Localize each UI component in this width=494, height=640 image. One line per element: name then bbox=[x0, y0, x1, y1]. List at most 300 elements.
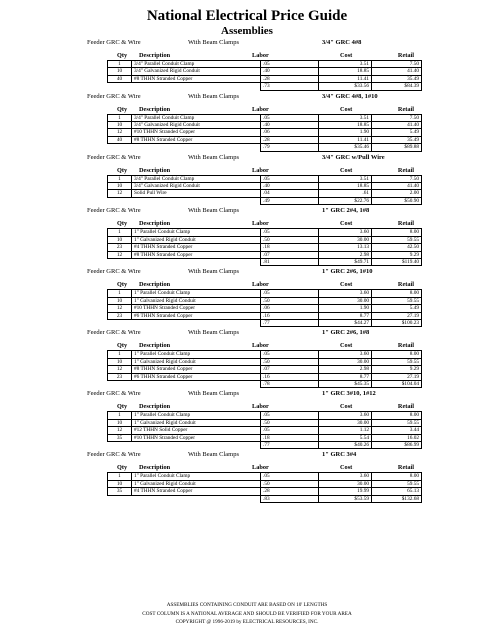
column-header-description: Description bbox=[139, 166, 171, 174]
section-category: Feeder GRC & Wire bbox=[87, 268, 141, 276]
item-qty: 12 bbox=[108, 305, 132, 312]
item-description: 3/4" Parallel Conduit Clamp bbox=[132, 61, 261, 68]
column-header-cost: Cost bbox=[340, 403, 353, 411]
table-row bbox=[108, 434, 422, 441]
item-qty: 23 bbox=[108, 373, 132, 380]
item-qty: 40 bbox=[108, 75, 132, 82]
item-description: 1" Galvanized Rigid Conduit bbox=[132, 419, 261, 426]
column-header-retail: Retail bbox=[397, 403, 414, 411]
column-header-description: Description bbox=[139, 403, 171, 411]
column-header-retail: Retail bbox=[397, 105, 414, 113]
item-qty: 1 bbox=[108, 175, 132, 182]
item-qty: 10 bbox=[108, 183, 132, 190]
item-cost: 2.98 bbox=[319, 251, 372, 258]
assembly-section bbox=[0, 92, 494, 153]
item-retail: 59.55 bbox=[372, 480, 422, 487]
section-category: Feeder GRC & Wire bbox=[87, 207, 141, 215]
table-row bbox=[108, 351, 422, 358]
item-labor: .05 bbox=[261, 114, 319, 121]
column-header-cost: Cost bbox=[340, 166, 353, 174]
total-blank bbox=[108, 442, 132, 449]
table-row bbox=[108, 236, 422, 243]
total-blank bbox=[132, 144, 261, 151]
section-mounting: With Beam Clamps bbox=[188, 451, 240, 459]
item-cost: 8.77 bbox=[319, 373, 372, 380]
column-headers bbox=[0, 51, 494, 60]
item-qty: 1 bbox=[108, 229, 132, 236]
item-retail: 27.19 bbox=[372, 373, 422, 380]
table-row bbox=[108, 229, 422, 236]
column-header-labor: Labor bbox=[252, 52, 269, 59]
item-description: Solid Pull Wire bbox=[132, 190, 261, 197]
item-cost: .61 bbox=[319, 190, 372, 197]
item-labor: .16 bbox=[261, 373, 319, 380]
total-retail: $86.99 bbox=[372, 442, 422, 449]
section-category: Feeder GRC & Wire bbox=[87, 153, 141, 161]
total-row bbox=[108, 83, 422, 90]
total-cost: $45.35 bbox=[319, 380, 372, 387]
column-header-qty: Qty bbox=[117, 342, 128, 350]
total-blank bbox=[132, 495, 261, 502]
item-description: 1" Galvanized Rigid Conduit bbox=[132, 480, 261, 487]
item-labor: .05 bbox=[261, 351, 319, 358]
item-description: #6 THHN Stranded Copper bbox=[132, 312, 261, 319]
column-header-description: Description bbox=[139, 464, 171, 472]
column-header-labor: Labor bbox=[252, 105, 269, 113]
total-labor: .77 bbox=[261, 442, 319, 449]
section-header bbox=[0, 267, 494, 277]
total-cost: $49.71 bbox=[319, 258, 372, 265]
assembly-section bbox=[0, 389, 494, 450]
total-cost: $44.27 bbox=[319, 319, 372, 326]
assembly-section bbox=[0, 328, 494, 389]
item-qty: 1 bbox=[108, 412, 132, 419]
item-qty: 1 bbox=[108, 61, 132, 68]
item-cost: 18.85 bbox=[319, 122, 372, 129]
item-retail: 59.55 bbox=[372, 297, 422, 304]
total-row bbox=[108, 380, 422, 387]
item-cost: 8.77 bbox=[319, 312, 372, 319]
item-description: #10 THHN Stranded Copper bbox=[132, 434, 261, 441]
page-title: National Electrical Price Guide bbox=[146, 8, 348, 24]
item-qty: 1 bbox=[108, 351, 132, 358]
table-row bbox=[108, 358, 422, 365]
column-headers bbox=[0, 280, 494, 289]
table-row bbox=[108, 122, 422, 129]
item-qty: 1 bbox=[108, 114, 132, 121]
item-cost: 30.00 bbox=[319, 297, 372, 304]
total-row bbox=[108, 258, 422, 265]
item-qty: 23 bbox=[108, 244, 132, 251]
table-row bbox=[108, 175, 422, 182]
column-header-cost: Cost bbox=[340, 52, 353, 59]
table-row bbox=[108, 488, 422, 495]
item-retail: 59.55 bbox=[372, 419, 422, 426]
item-description: #10 THHN Stranded Copper bbox=[132, 305, 261, 312]
total-labor: .73 bbox=[261, 83, 319, 90]
table-row bbox=[108, 61, 422, 68]
item-labor: .05 bbox=[261, 61, 319, 68]
total-cost: $33.56 bbox=[319, 83, 372, 90]
item-description: 3/4" Galvanized Rigid Conduit bbox=[132, 122, 261, 129]
item-cost: 2.98 bbox=[319, 366, 372, 373]
table-row bbox=[108, 419, 422, 426]
items-table bbox=[107, 60, 422, 91]
column-header-qty: Qty bbox=[117, 220, 128, 228]
item-labor: .05 bbox=[261, 175, 319, 182]
item-qty: 10 bbox=[108, 419, 132, 426]
item-qty: 35 bbox=[108, 434, 132, 441]
item-labor: .05 bbox=[261, 290, 319, 297]
item-retail: 65.13 bbox=[372, 488, 422, 495]
item-qty: 10 bbox=[108, 122, 132, 129]
item-labor: .28 bbox=[261, 488, 319, 495]
total-blank bbox=[132, 258, 261, 265]
item-qty: 40 bbox=[108, 136, 132, 143]
table-row bbox=[108, 114, 422, 121]
item-retail: 5.49 bbox=[372, 305, 422, 312]
section-header bbox=[0, 328, 494, 338]
assembly-section bbox=[0, 153, 494, 207]
item-labor: .28 bbox=[261, 75, 319, 82]
assemblies-list bbox=[0, 38, 494, 504]
item-qty: 12 bbox=[108, 366, 132, 373]
items-table bbox=[107, 350, 422, 388]
assembly-section bbox=[0, 450, 494, 504]
section-header bbox=[0, 450, 494, 460]
column-header-cost: Cost bbox=[340, 220, 353, 228]
item-description: 1" Galvanized Rigid Conduit bbox=[132, 358, 261, 365]
column-header-qty: Qty bbox=[117, 105, 128, 113]
item-labor: .40 bbox=[261, 122, 319, 129]
table-row bbox=[108, 75, 422, 82]
column-header-qty: Qty bbox=[117, 52, 128, 59]
item-labor: .50 bbox=[261, 480, 319, 487]
item-retail: 59.55 bbox=[372, 358, 422, 365]
assembly-section bbox=[0, 267, 494, 328]
section-assembly-name: 1" GRC 2#6, 1#10 bbox=[322, 268, 373, 276]
item-description: 3/4" Parallel Conduit Clamp bbox=[132, 114, 261, 121]
item-labor: .04 bbox=[261, 190, 319, 197]
table-row bbox=[108, 297, 422, 304]
item-cost: 3.51 bbox=[319, 114, 372, 121]
total-labor: .78 bbox=[261, 380, 319, 387]
section-assembly-name: 3/4" GRC 4#8 bbox=[322, 39, 362, 46]
column-header-description: Description bbox=[139, 342, 171, 350]
column-headers bbox=[0, 219, 494, 228]
item-retail: 7.50 bbox=[372, 175, 422, 182]
section-category: Feeder GRC & Wire bbox=[87, 92, 141, 100]
item-retail: 9.29 bbox=[372, 366, 422, 373]
column-header-qty: Qty bbox=[117, 464, 128, 472]
section-assembly-name: 3/4" GRC w/Pull Wire bbox=[322, 153, 385, 161]
total-row bbox=[108, 197, 422, 204]
column-header-labor: Labor bbox=[252, 464, 269, 472]
section-mounting: With Beam Clamps bbox=[188, 207, 240, 215]
item-labor: .28 bbox=[261, 136, 319, 143]
column-headers bbox=[0, 463, 494, 472]
table-row bbox=[108, 251, 422, 258]
item-labor: .50 bbox=[261, 236, 319, 243]
items-table bbox=[107, 411, 422, 449]
column-header-description: Description bbox=[139, 281, 171, 289]
item-labor: .50 bbox=[261, 358, 319, 365]
item-labor: .05 bbox=[261, 427, 319, 434]
item-labor: .16 bbox=[261, 312, 319, 319]
column-header-retail: Retail bbox=[397, 342, 414, 350]
item-cost: 30.00 bbox=[319, 480, 372, 487]
item-cost: 30.00 bbox=[319, 236, 372, 243]
column-header-retail: Retail bbox=[397, 281, 414, 289]
item-description: 3/4" Parallel Conduit Clamp bbox=[132, 175, 261, 182]
item-cost: 18.85 bbox=[319, 68, 372, 75]
table-row bbox=[108, 68, 422, 75]
total-retail: $119.40 bbox=[372, 258, 422, 265]
item-description: #8 THHN Stranded Copper bbox=[132, 251, 261, 258]
item-cost: 30.00 bbox=[319, 419, 372, 426]
section-header bbox=[0, 38, 494, 48]
total-cost: $35.46 bbox=[319, 144, 372, 151]
table-row bbox=[108, 190, 422, 197]
item-labor: .50 bbox=[261, 419, 319, 426]
item-retail: 7.50 bbox=[372, 61, 422, 68]
column-header-labor: Labor bbox=[252, 403, 269, 411]
item-cost: 3.51 bbox=[319, 61, 372, 68]
footer-note-cost: COST COLUMN IS A NATIONAL AVERAGE AND SHOULD BE VERIFIED FOR YOUR AREA bbox=[142, 611, 352, 617]
section-header bbox=[0, 389, 494, 399]
section-category: Feeder GRC & Wire bbox=[87, 329, 141, 337]
total-retail: $84.39 bbox=[372, 83, 422, 90]
item-qty: 10 bbox=[108, 480, 132, 487]
item-qty: 12 bbox=[108, 427, 132, 434]
total-blank bbox=[108, 83, 132, 90]
total-retail: $100.23 bbox=[372, 319, 422, 326]
table-row bbox=[108, 290, 422, 297]
item-retail: 7.50 bbox=[372, 114, 422, 121]
section-assembly-name: 3/4" GRC 4#8, 1#10 bbox=[322, 92, 378, 100]
item-description: 1" Galvanized Rigid Conduit bbox=[132, 297, 261, 304]
column-header-retail: Retail bbox=[397, 464, 414, 472]
column-header-qty: Qty bbox=[117, 281, 128, 289]
item-description: #6 THHN Stranded Copper bbox=[132, 373, 261, 380]
item-labor: .18 bbox=[261, 434, 319, 441]
item-retail: 35.49 bbox=[372, 136, 422, 143]
column-header-labor: Labor bbox=[252, 281, 269, 289]
total-blank bbox=[108, 197, 132, 204]
item-cost: 3.60 bbox=[319, 473, 372, 480]
item-retail: 16.02 bbox=[372, 434, 422, 441]
item-labor: .18 bbox=[261, 244, 319, 251]
item-retail: 42.50 bbox=[372, 244, 422, 251]
item-labor: .05 bbox=[261, 473, 319, 480]
total-row bbox=[108, 144, 422, 151]
section-header bbox=[0, 153, 494, 163]
item-retail: 5.49 bbox=[372, 129, 422, 136]
column-header-cost: Cost bbox=[340, 342, 353, 350]
item-retail: 41.40 bbox=[372, 68, 422, 75]
items-table bbox=[107, 472, 422, 503]
column-header-description: Description bbox=[139, 220, 171, 228]
total-labor: .49 bbox=[261, 197, 319, 204]
item-cost: 3.60 bbox=[319, 351, 372, 358]
total-cost: $53.59 bbox=[319, 495, 372, 502]
table-row bbox=[108, 473, 422, 480]
item-qty: 10 bbox=[108, 358, 132, 365]
total-cost: $40.26 bbox=[319, 442, 372, 449]
section-mounting: With Beam Clamps bbox=[188, 329, 240, 337]
item-retail: 2.00 bbox=[372, 190, 422, 197]
item-description: #4 THHN Stranded Copper bbox=[132, 488, 261, 495]
item-description: 1" Parallel Conduit Clamp bbox=[132, 351, 261, 358]
table-row bbox=[108, 373, 422, 380]
item-retail: 8.00 bbox=[372, 229, 422, 236]
item-qty: 12 bbox=[108, 251, 132, 258]
item-retail: 8.00 bbox=[372, 351, 422, 358]
item-description: 3/4" Galvanized Rigid Conduit bbox=[132, 183, 261, 190]
item-qty: 23 bbox=[108, 312, 132, 319]
item-cost: 18.85 bbox=[319, 183, 372, 190]
total-retail: $50.90 bbox=[372, 197, 422, 204]
item-description: #8 THHN Stranded Copper bbox=[132, 75, 261, 82]
items-table bbox=[107, 114, 422, 152]
section-assembly-name: 1" GRC 2#6, 1#8 bbox=[322, 329, 370, 337]
item-labor: .05 bbox=[261, 412, 319, 419]
item-qty: 35 bbox=[108, 488, 132, 495]
column-header-cost: Cost bbox=[340, 105, 353, 113]
column-headers bbox=[0, 341, 494, 350]
item-cost: 3.51 bbox=[319, 175, 372, 182]
section-category: Feeder GRC & Wire bbox=[87, 39, 141, 46]
item-description: 1" Parallel Conduit Clamp bbox=[132, 473, 261, 480]
column-headers bbox=[0, 402, 494, 411]
item-cost: 11.41 bbox=[319, 136, 372, 143]
item-cost: 3.60 bbox=[319, 412, 372, 419]
item-qty: 10 bbox=[108, 297, 132, 304]
item-retail: 8.00 bbox=[372, 473, 422, 480]
column-header-description: Description bbox=[139, 105, 171, 113]
footer-copyright: COPYRIGHT @ 1996-2019 by ELECTRICAL RESOURCES, INC. bbox=[175, 619, 319, 625]
footer-note-conduit: ASSEMBLIES CONTAINING CONDUIT ARE BASED ON 10' LENGTHS bbox=[166, 602, 328, 608]
section-mounting: With Beam Clamps bbox=[188, 268, 240, 276]
section-mounting: With Beam Clamps bbox=[188, 153, 240, 161]
item-cost: 13.13 bbox=[319, 244, 372, 251]
column-header-qty: Qty bbox=[117, 403, 128, 411]
items-table bbox=[107, 228, 422, 266]
item-description: #8 THHN Stranded Copper bbox=[132, 366, 261, 373]
item-cost: 1.90 bbox=[319, 129, 372, 136]
item-retail: 9.29 bbox=[372, 251, 422, 258]
item-cost: 3.60 bbox=[319, 229, 372, 236]
total-row bbox=[108, 495, 422, 502]
column-header-labor: Labor bbox=[252, 220, 269, 228]
total-blank bbox=[132, 380, 261, 387]
item-retail: 3.44 bbox=[372, 427, 422, 434]
column-header-labor: Labor bbox=[252, 166, 269, 174]
section-header bbox=[0, 92, 494, 102]
total-blank bbox=[108, 319, 132, 326]
total-labor: .83 bbox=[261, 495, 319, 502]
section-spacer bbox=[0, 503, 494, 504]
total-blank bbox=[132, 319, 261, 326]
column-header-retail: Retail bbox=[397, 52, 414, 59]
item-description: #12 THHN Solid Copper bbox=[132, 427, 261, 434]
item-cost: 1.12 bbox=[319, 427, 372, 434]
section-assembly-name: 1" GRC 2#4, 1#8 bbox=[322, 207, 370, 215]
assembly-section bbox=[0, 38, 494, 92]
assembly-section bbox=[0, 206, 494, 267]
total-row bbox=[108, 319, 422, 326]
item-labor: .06 bbox=[261, 129, 319, 136]
item-cost: 19.99 bbox=[319, 488, 372, 495]
total-labor: .77 bbox=[261, 319, 319, 326]
items-table bbox=[107, 289, 422, 327]
column-header-labor: Labor bbox=[252, 342, 269, 350]
total-labor: .79 bbox=[261, 144, 319, 151]
column-header-description: Description bbox=[139, 52, 171, 59]
item-qty: 10 bbox=[108, 68, 132, 75]
column-header-retail: Retail bbox=[397, 166, 414, 174]
item-retail: 41.40 bbox=[372, 122, 422, 129]
item-labor: .40 bbox=[261, 183, 319, 190]
total-retail: $132.68 bbox=[372, 495, 422, 502]
table-row bbox=[108, 412, 422, 419]
table-row bbox=[108, 305, 422, 312]
table-row bbox=[108, 183, 422, 190]
table-row bbox=[108, 480, 422, 487]
item-labor: .50 bbox=[261, 297, 319, 304]
table-row bbox=[108, 312, 422, 319]
item-retail: 35.49 bbox=[372, 75, 422, 82]
item-description: 1" Galvanized Rigid Conduit bbox=[132, 236, 261, 243]
total-retail: $104.04 bbox=[372, 380, 422, 387]
total-row bbox=[108, 442, 422, 449]
item-description: #10 THHN Stranded Copper bbox=[132, 129, 261, 136]
item-cost: 30.00 bbox=[319, 358, 372, 365]
item-description: #8 THHN Stranded Copper bbox=[132, 136, 261, 143]
section-header bbox=[0, 206, 494, 216]
item-qty: 10 bbox=[108, 236, 132, 243]
item-labor: .06 bbox=[261, 305, 319, 312]
total-blank bbox=[132, 83, 261, 90]
item-description: 1" Parallel Conduit Clamp bbox=[132, 290, 261, 297]
table-row bbox=[108, 427, 422, 434]
item-qty: 1 bbox=[108, 473, 132, 480]
total-blank bbox=[108, 144, 132, 151]
table-row bbox=[108, 129, 422, 136]
item-cost: 3.60 bbox=[319, 290, 372, 297]
table-row bbox=[108, 136, 422, 143]
item-retail: 27.19 bbox=[372, 312, 422, 319]
page-subtitle: Assemblies bbox=[221, 25, 273, 37]
column-header-cost: Cost bbox=[340, 281, 353, 289]
section-mounting: With Beam Clamps bbox=[188, 390, 240, 398]
total-blank bbox=[108, 380, 132, 387]
section-assembly-name: 1" GRC 3#4 bbox=[322, 451, 357, 459]
table-row bbox=[108, 366, 422, 373]
item-cost: 5.54 bbox=[319, 434, 372, 441]
column-headers bbox=[0, 105, 494, 114]
total-cost: $22.76 bbox=[319, 197, 372, 204]
items-table bbox=[107, 175, 422, 206]
section-mounting: With Beam Clamps bbox=[188, 39, 240, 46]
item-retail: 8.00 bbox=[372, 412, 422, 419]
item-description: 1" Parallel Conduit Clamp bbox=[132, 229, 261, 236]
total-retail: $89.88 bbox=[372, 144, 422, 151]
total-labor: .81 bbox=[261, 258, 319, 265]
item-description: 3/4" Galvanized Rigid Conduit bbox=[132, 68, 261, 75]
item-retail: 59.55 bbox=[372, 236, 422, 243]
total-blank bbox=[108, 258, 132, 265]
